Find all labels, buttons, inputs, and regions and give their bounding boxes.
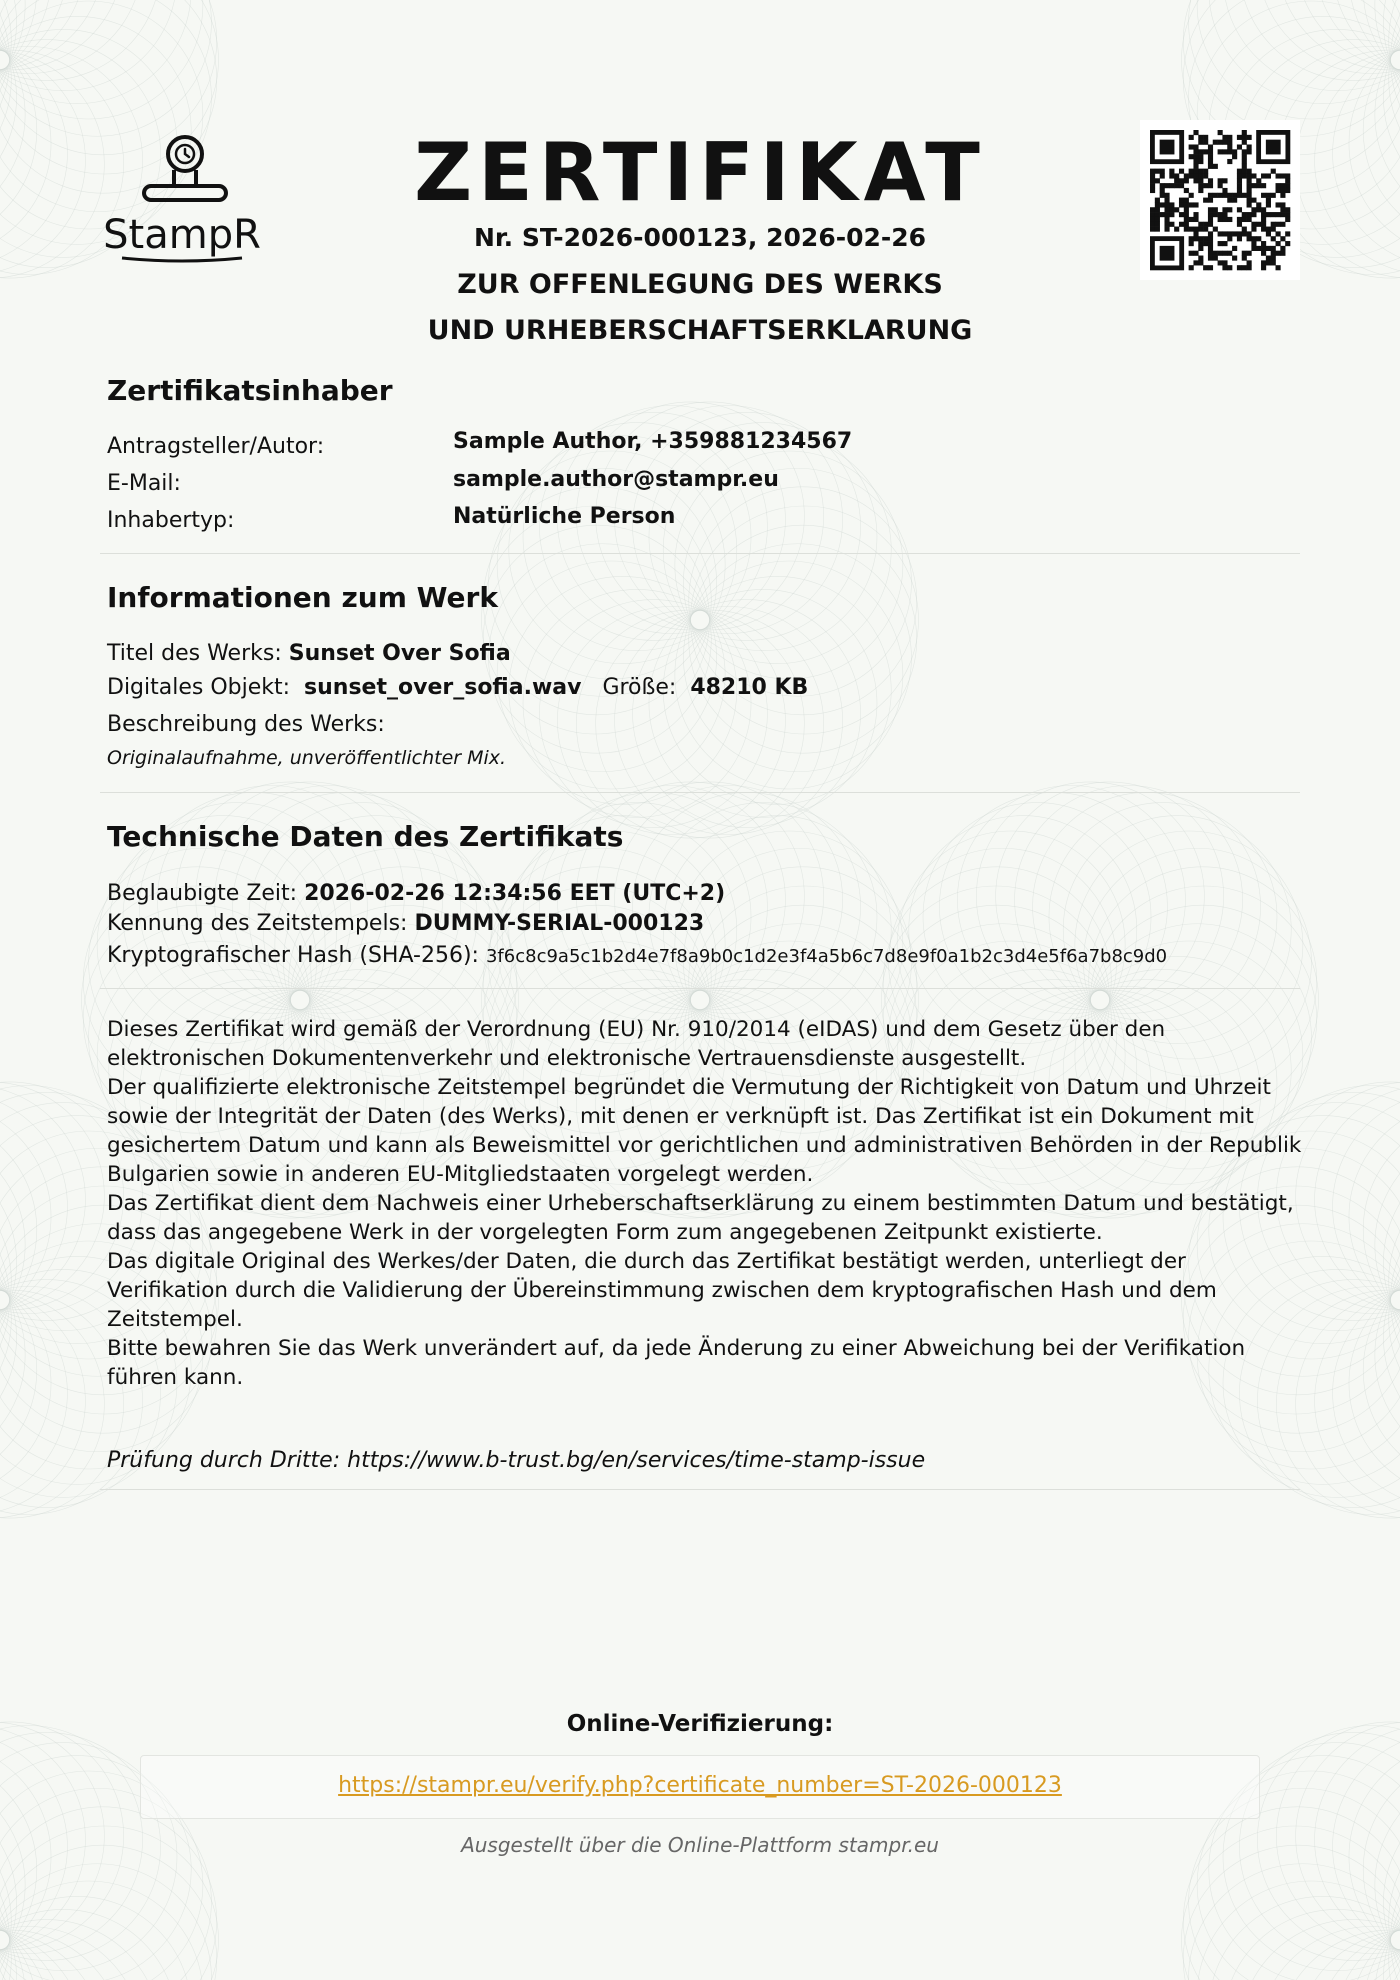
work-section (107, 581, 1297, 615)
section-heading: Informationen zum Werk (107, 581, 498, 614)
digital-object-row (107, 674, 808, 702)
timestamp-serial-label: Kennung des Zeitstempels: (107, 911, 408, 936)
work-description-value: Originalaufnahme, unveröffentlichter Mix. (107, 747, 507, 769)
hash-label: Kryptografischer Hash (SHA-256): (107, 943, 479, 968)
certificate-subtitle-2: UND URHEBERSCHAFTSERKLARUNG (427, 315, 973, 346)
size-label: Größe: (602, 675, 677, 700)
third-party-verification[interactable]: Prüfung durch Dritte: https://www.b-trust.bg/en/services/time-stamp-issue (107, 1448, 926, 1473)
hash-value: 3f6c8c9a5c1b2d4e7f8a9b0c1d2e3f4a5b6c7d8e9f0a1b2c3d4e5f6a7b8c9d0 (485, 946, 1168, 967)
digital-object-label: Digitales Objekt: (107, 675, 291, 700)
email-label: E-Mail: (107, 471, 181, 496)
digital-object-value: sunset_over_sofia.wav (304, 675, 582, 700)
email-value: sample.author@stampr.eu (453, 467, 779, 492)
certificate-number: Nr. ST-2026-000123, 2026-02-26 (473, 223, 927, 252)
divider (100, 553, 1300, 554)
legal-paragraph: Das Zertifikat dient dem Nachweis einer Urheberschaftserklärung zu einem bestimmten Datum und bestätigt, dass das angegebene Werk in der vorgelegten Form zum angegebenen Zeitpunkt existierte. (107, 1191, 1294, 1245)
timestamp-serial-value: DUMMY-SERIAL-000123 (414, 911, 705, 936)
work-description-label: Beschreibung des Werks: (107, 712, 385, 737)
online-verification-heading: Online-Verifizierung: (566, 1711, 834, 1737)
divider (100, 1489, 1300, 1490)
holder-type-label: Inhabertyp: (107, 508, 235, 533)
verification-link-box (140, 1755, 1260, 1819)
certified-time-row (107, 880, 725, 908)
certified-time-value: 2026-02-26 12:34:56 EET (UTC+2) (304, 881, 726, 906)
legal-text (107, 1015, 1307, 1392)
holder-section (107, 374, 1297, 408)
divider (100, 792, 1300, 793)
holder-type-value: Natürliche Person (453, 504, 676, 529)
hash-row (107, 942, 1167, 971)
issued-by-footer: Ausgestellt über die Online-Plattform stampr.eu (461, 1833, 939, 1857)
verification-link[interactable]: https://stampr.eu/verify.php?certificate_number=ST-2026-000123 (338, 1773, 1062, 1798)
timestamp-serial-row (107, 910, 704, 938)
certified-time-label: Beglaubigte Zeit: (107, 881, 298, 906)
legal-paragraph: Der qualifizierte elektronische Zeitstempel begründet die Vermutung der Richtigkeit von Datum und Uhrzeit sowie der Integrität der Daten (des Werks), mit denen er verknüpft ist. Das Zertifikat ist ein Dokument mit gesichertem Datum und kann als Beweismittel vor gerichtlichen und administrativen Behörden in der Republik Bulgarien sowie in anderen EU-Mitgliedstaaten vorgelegt werden. (107, 1075, 1302, 1187)
legal-paragraph: Bitte bewahren Sie das Werk unverändert auf, da jede Änderung zu einer Abweichung bei der Verifikation führen kann. (107, 1336, 1246, 1390)
divider (100, 988, 1300, 989)
legal-paragraph: Das digitale Original des Werkes/der Daten, die durch das Zertifikat bestätigt werden, unterliegt der Verifikation durch die Validierung der Übereinstimmung zwischen dem kryptografischen Hash und dem Zeitstempel. (107, 1249, 1217, 1332)
section-heading: Technische Daten des Zertifikats (107, 820, 624, 853)
applicant-value: Sample Author, +359881234567 (453, 429, 853, 454)
work-title-value: Sunset Over Sofia (288, 641, 511, 666)
logo-text: StampR (103, 212, 261, 258)
certificate-subtitle-1: ZUR OFFENLEGUNG DES WERKS (457, 269, 943, 300)
applicant-label: Antragsteller/Autor: (107, 434, 325, 459)
technical-section (107, 820, 1297, 854)
section-heading: Zertifikatsinhaber (107, 374, 393, 407)
size-value: 48210 KB (690, 675, 809, 700)
work-title-row (107, 640, 511, 668)
work-title-label: Titel des Werks: (107, 641, 282, 666)
certificate-title: ZERTIFIKAT (414, 126, 986, 219)
legal-paragraph: Dieses Zertifikat wird gemäß der Verordnung (EU) Nr. 910/2014 (eIDAS) und dem Gesetz über den elektronischen Dokumentenverkehr und elektronische Vertrauensdienste ausgestellt. (107, 1017, 1166, 1071)
